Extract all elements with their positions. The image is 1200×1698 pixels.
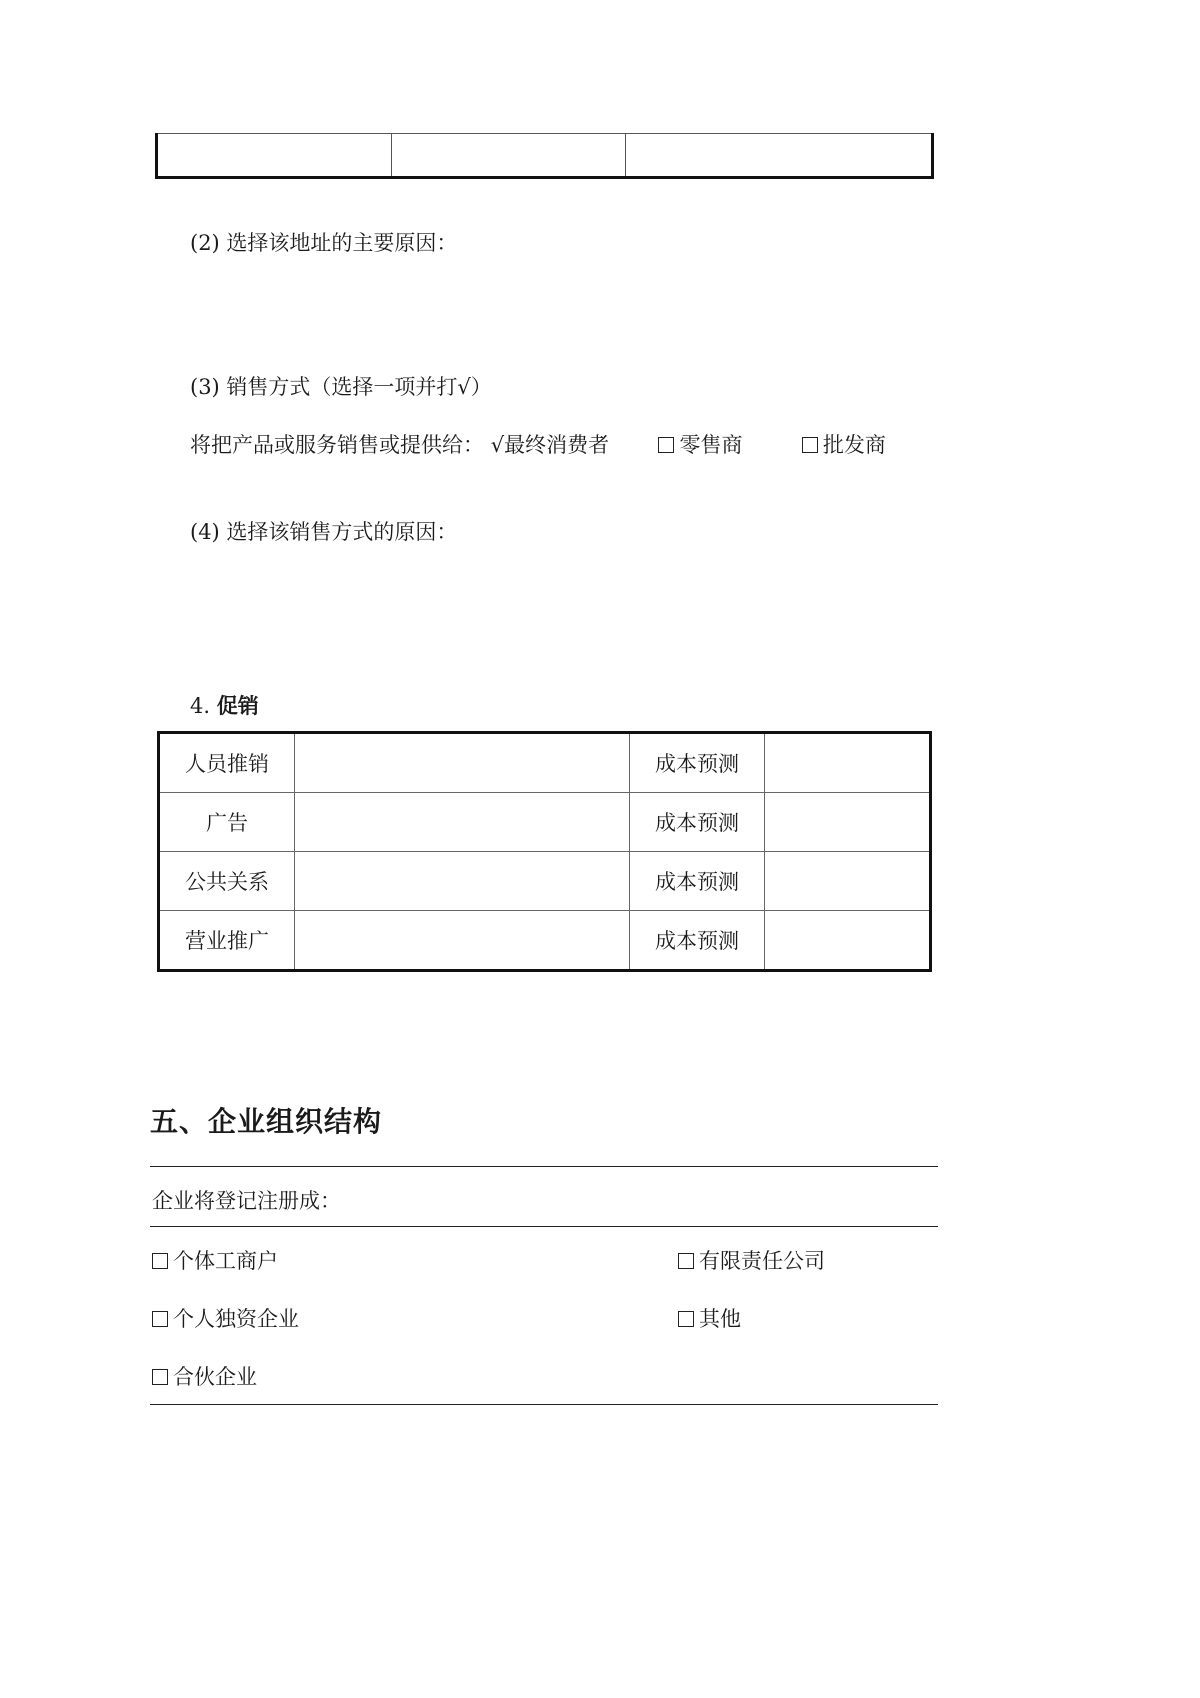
table-row [159, 733, 931, 793]
cost-label: 成本预测 [630, 852, 765, 911]
promotion-item: 人员推销 [159, 733, 295, 793]
previous-table-fragment [155, 133, 934, 179]
cost-label: 成本预测 [630, 793, 765, 852]
option-label: 有限责任公司 [699, 1249, 825, 1273]
table-cell[interactable] [392, 134, 626, 178]
table-cell[interactable] [626, 134, 933, 178]
question-4-label: (4) 选择该销售方式的原因： [190, 520, 458, 544]
option-partnership[interactable] [152, 1363, 257, 1391]
option-llc[interactable] [678, 1247, 825, 1275]
promotion-detail-cell[interactable] [295, 852, 630, 911]
option-label: 个体工商户 [173, 1249, 278, 1273]
checkbox-icon[interactable] [802, 437, 818, 453]
promotion-item: 营业推广 [159, 911, 295, 971]
promotion-detail-cell[interactable] [295, 911, 630, 971]
option-label: 最终消费者 [504, 433, 610, 457]
checkbox-icon[interactable] [678, 1253, 694, 1269]
checkbox-icon[interactable] [658, 437, 674, 453]
register-prompt: 企业将登记注册成： [152, 1189, 341, 1213]
checkbox-icon[interactable] [152, 1369, 168, 1385]
sales-method-prompt: 将把产品或服务销售或提供给： [190, 433, 484, 457]
table-row [159, 852, 931, 911]
promotion-item: 公共关系 [159, 852, 295, 911]
checkbox-icon[interactable] [152, 1311, 168, 1327]
divider [150, 1226, 938, 1227]
option-sole-trader[interactable] [152, 1247, 278, 1275]
cost-value-cell[interactable] [765, 852, 931, 911]
question-3-label: (3) 销售方式（选择一项并打√） [190, 375, 492, 399]
option-label: 批发商 [822, 433, 886, 457]
promotion-heading [190, 692, 259, 720]
promotion-detail-cell[interactable] [295, 733, 630, 793]
promotion-number: 4. [190, 694, 211, 718]
cost-label: 成本预测 [630, 733, 765, 793]
checkmark-icon: √ [490, 433, 505, 457]
promotion-item: 广告 [159, 793, 295, 852]
option-retailer[interactable] [658, 433, 742, 457]
promotion-table [157, 731, 932, 972]
option-sole-proprietorship[interactable] [152, 1305, 299, 1333]
option-label: 个人独资企业 [173, 1307, 299, 1331]
section-5-title: 五、企业组织结构 [150, 1105, 383, 1138]
checkbox-icon[interactable] [678, 1311, 694, 1327]
table-row [159, 793, 931, 852]
divider [150, 1404, 938, 1405]
cost-value-cell[interactable] [765, 733, 931, 793]
promotion-title: 促销 [216, 694, 259, 718]
table-cell[interactable] [157, 134, 392, 178]
option-final-consumer[interactable] [491, 433, 609, 457]
question-2-label: (2) 选择该地址的主要原因： [190, 231, 458, 255]
cost-label: 成本预测 [630, 911, 765, 971]
option-wholesaler[interactable] [802, 433, 886, 457]
sales-method-row [190, 431, 886, 459]
cost-value-cell[interactable] [765, 793, 931, 852]
checkbox-icon[interactable] [152, 1253, 168, 1269]
option-label: 零售商 [679, 433, 743, 457]
option-label: 其他 [699, 1307, 741, 1331]
promotion-detail-cell[interactable] [295, 793, 630, 852]
cost-value-cell[interactable] [765, 911, 931, 971]
option-other[interactable] [678, 1305, 741, 1333]
option-label: 合伙企业 [173, 1365, 257, 1389]
divider [150, 1166, 938, 1167]
table-row [159, 911, 931, 971]
